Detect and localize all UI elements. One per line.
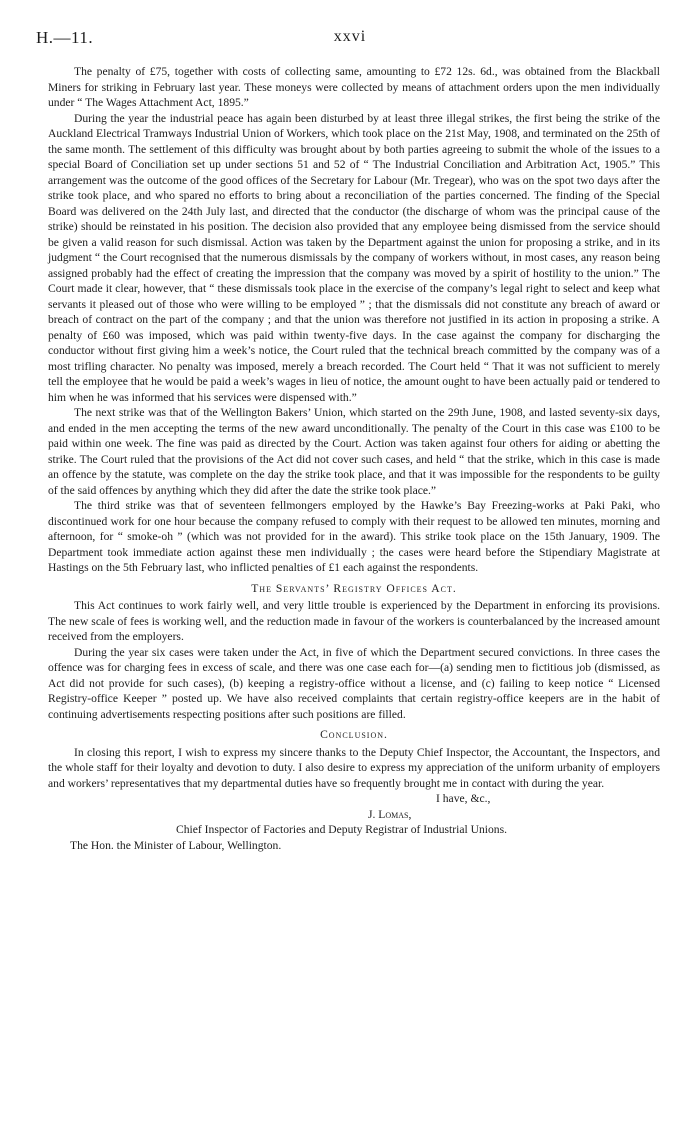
heading-conclusion: Conclusion. (320, 728, 388, 741)
signature-title: Chief Inspector of Factories and Deputy Registrar of Industrial Unions. (176, 823, 507, 836)
page-number: xxvi (333, 28, 367, 45)
document-body (48, 64, 660, 853)
heading-servants-registry-offices-act: The Servants’ Registry Offices Act. (251, 581, 457, 595)
paragraph-fellmongers-strike: The third strike was that of seventeen fellmongers employed by the Hawke’s Bay Freezing-works at Paki Paki, who discontinued work for one hour because the company refused to comply with their request to be allowed ten minutes, morning and afternoon, for “ smoke-oh ” (which was not provided for in the award). This strike took place on the 15th January, 1909. The Department took immediate action against these men individually ; the cases were heard before the Stipendiary Magistrate at Hastings on the 5th February last, who inflicted penalties of £1 each against the respondents. (48, 499, 660, 574)
paragraph-blackball-penalty: The penalty of £75, together with costs of collecting same, amounting to £72 12s. 6d., was obtained from the Blackball Miners for striking in February last year. These moneys were collected by means of attachment orders upon the men individually under “ The Wages Attachment Act, 1895.” (48, 65, 660, 109)
paragraph-auckland-tramways-strike: During the year the industrial peace has again been disturbed by at least three illegal strikes, the first being the strike of the Auckland Electrical Tramways Industrial Union of Workers, which took place on the 21st May, 1908, and terminated on the 25th of the same month. The settlement of this difficulty was brought about by both parties agreeing to submit the whole of the issues to a special Board of Conciliation set up under sections 51 and 52 of “ The Industrial Conciliation and Arbitration Act, 1905.” This arrangement was the outcome of the good offices of the Secretary for Labour (Mr. Tregear), who was on the spot two days after the strike took place, and who spared no efforts to bring about a reconciliation of the parties concerned. The finding of the Special Board was delivered on the 24th July last, and directed that the conductor (the discharge of whom was the principal cause of the strike) should be reinstated in his position. The decision also provided that any employee being dismissed from the service should be given a valid reason for such dismissal. Action was taken by the Department against the union for proposing a strike, and in its judgment “ the Court recognised that the numerous dismissals by the company of workers without, in most cases, any reason being assigned probably had the effect of creating the impression that the company was moved by a spirit of hostility to the union.” The Court made it clear, however, that “ these dismissals took place in the exercise of the company’s legal right to select and keep what servants it pleased out of those who were willing to be employed ” ; that the dismissals did not constitute any breach of award or breach of contract on the part of the company ; and that the union was therefore not justified in its action in proposing a strike. A penalty of £60 was imposed, which was paid within twenty-five days. In the case against the company for discharging the conductor without first giving him a week’s notice, the Court ruled that the technical breach committed by the company was of a most trifling character. No penalty was imposed, merely a breach recorded. The Court held “ That it was not sufficient to merely tell the employee that he would be paid a week’s wages in lieu of notice, the amount ought to have been actually paid or tendered to him when he was informed that his services were dispensed with.” (48, 111, 660, 404)
page-header (36, 28, 664, 52)
closing-salutation: I have, &c., (436, 792, 491, 805)
paragraph-registry-act-working: This Act continues to work fairly well, and very little trouble is experienced by the Department in enforcing its provisions. The new scale of fees is working well, and the reduction made in favour of the workers is counterbalanced by the increased amount received from the employers. (48, 599, 660, 643)
signature-name: J. Lomas, (368, 807, 412, 821)
addressee: The Hon. the Minister of Labour, Wellington. (70, 838, 282, 852)
document-reference: H.—11. (36, 28, 94, 47)
paragraph-registry-act-cases: During the year six cases were taken under the Act, in five of which the Department secured convictions. In three cases the offence was for charging fees in excess of scale, and there was one case each for—(a) sending men to fictitious job (dismissed, as Act did not provide for such cases), (b) keeping a registry-office without a license, and (c) failing to keep notice “ Licensed Registry-office Keeper ” posted up. We have also received complaints that certain registry-office keepers are in the habit of continuing advertisements respecting positions after such positions are filled. (48, 645, 660, 721)
paragraph-wellington-bakers-strike: The next strike was that of the Wellington Bakers’ Union, which started on the 29th June, 1908, and lasted seventy-six days, and ended in the men accepting the terms of the new award unconditionally. The penalty of the Court in this case was £100 to be paid within one week. The fine was paid as directed by the Court. Action was taken against four others for aiding or abetting the strike. The Court ruled that the provisions of the Act did not cover such cases, and held “ that the strike, which in this case is made an offence by the statute, was complete on the day the strike took place, and that it was impossible for the respondents to be guilty of the said offences by anything which they did after the date the strike took place.” (48, 406, 660, 497)
paragraph-conclusion: In closing this report, I wish to express my sincere thanks to the Deputy Chief Inspector, the Accountant, the Inspectors, and the whole staff for their loyalty and devotion to duty. I also desire to express my appreciation of the uniform urbanity of employers and workers’ representatives that my departmental duties have so frequently brought me in contact with during the year. (48, 745, 660, 790)
